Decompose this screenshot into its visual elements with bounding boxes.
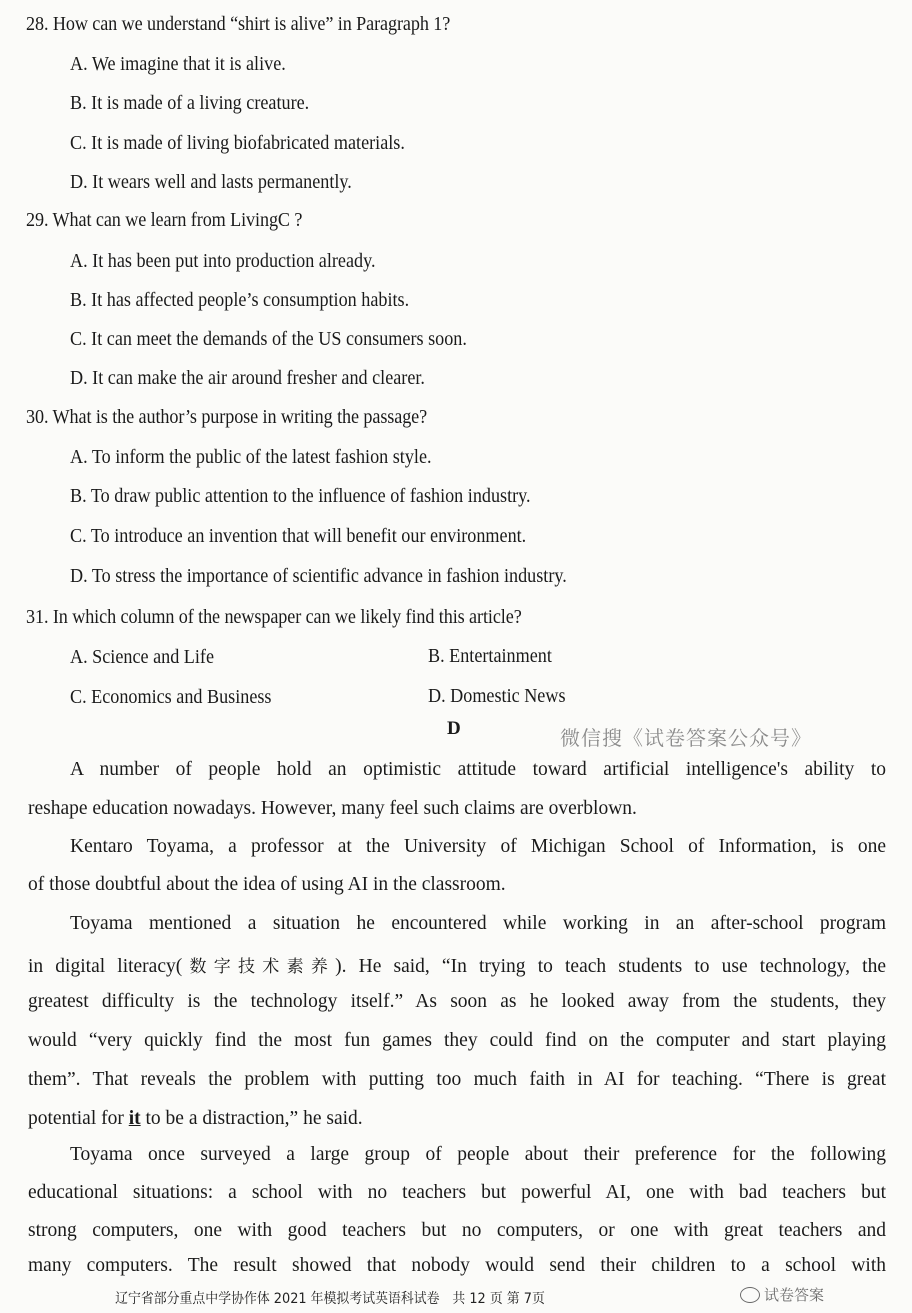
passage-line: Toyama once surveyed a large group of people about their preference for the following: [70, 1144, 886, 1165]
option-29-c: C. It can meet the demands of the US consumers soon.: [70, 329, 467, 350]
wechat-icon: [740, 1287, 760, 1303]
passage-line: Kentaro Toyama, a professor at the University of Michigan School of Information, is one: [70, 836, 886, 857]
passage-line: A number of people hold an optimistic attitude toward artificial intelligence's ability to: [70, 759, 886, 780]
passage-line: of those doubtful about the idea of using AI in the classroom.: [28, 874, 506, 895]
passage-line: them”. That reveals the problem with putting too much faith in AI for teaching. “There is great: [28, 1069, 886, 1090]
passage-line: strong computers, one with good teachers but no computers, or one with great teachers and: [28, 1220, 886, 1241]
question-31: [26, 607, 522, 629]
passage-line: many computers. The result showed that nobody would send their children to a school with: [28, 1255, 886, 1276]
section-heading: D: [447, 718, 461, 739]
question-stem: What can we learn from LivingC ?: [52, 210, 303, 231]
text-run: to be a distraction,” he said.: [140, 1108, 363, 1129]
question-stem: What is the author’s purpose in writing the passage?: [52, 407, 428, 428]
option-30-b: B. To draw public attention to the influence of fashion industry.: [70, 486, 531, 507]
logo-text: 试卷答案: [764, 1286, 825, 1304]
question-number: 29.: [26, 210, 49, 231]
option-30-d: D. To stress the importance of scientific advance in fashion industry.: [70, 566, 567, 587]
passage-line: Toyama mentioned a situation he encountered while working in an after-school program: [70, 913, 886, 934]
option-30-c: C. To introduce an invention that will benefit our environment.: [70, 526, 527, 547]
option-28-d: D. It wears well and lasts permanently.: [70, 172, 352, 193]
option-29-b: B. It has affected people’s consumption habits.: [70, 290, 410, 311]
underlined-word: it: [128, 1108, 141, 1129]
watermark: 微信搜《试卷答案公众号》: [560, 726, 812, 750]
option-29-d: D. It can make the air around fresher and clearer.: [70, 368, 425, 389]
text-run: in digital literacy(: [28, 956, 183, 977]
question-number: 28.: [26, 14, 49, 35]
option-31-d: D. Domestic News: [428, 686, 566, 707]
option-31-a: A. Science and Life: [70, 647, 215, 668]
passage-line: educational situations: a school with no teachers but powerful AI, one with bad teachers but: [28, 1182, 886, 1203]
question-28: [26, 14, 450, 36]
question-stem: How can we understand “shirt is alive” in Paragraph 1?: [52, 14, 451, 35]
chinese-gloss: 数字技术素养: [182, 957, 336, 977]
passage-line: [28, 1108, 886, 1130]
text-run: potential for: [28, 1108, 129, 1129]
passage-line: would “very quickly find the most fun games they could find on the computer and start playing: [28, 1030, 886, 1051]
wechat-logo: [740, 1284, 824, 1305]
question-29: [26, 210, 302, 232]
option-28-b: B. It is made of a living creature.: [70, 93, 310, 114]
question-stem: In which column of the newspaper can we likely find this article?: [52, 607, 522, 628]
option-28-a: A. We imagine that it is alive.: [70, 54, 286, 75]
passage-line: [28, 952, 886, 978]
option-30-a: A. To inform the public of the latest fashion style.: [70, 447, 432, 468]
option-31-c: C. Economics and Business: [70, 687, 272, 708]
option-28-c: C. It is made of living biofabricated materials.: [70, 133, 405, 154]
passage-line: greatest difficulty is the technology itself.” As soon as he looked away from the students, they: [28, 991, 886, 1012]
option-31-b: B. Entertainment: [428, 646, 552, 667]
question-number: 31.: [26, 607, 49, 628]
passage-line: reshape education nowadays. However, many feel such claims are overblown.: [28, 798, 637, 819]
question-number: 30.: [26, 407, 49, 428]
option-29-a: A. It has been put into production already.: [70, 251, 376, 272]
page-footer: 辽宁省部分重点中学协作体 2021 年模拟考试英语科试卷 共 12 页 第 7页: [115, 1291, 545, 1307]
text-run: ). He said, “In trying to teach students to use technology, the: [335, 956, 887, 977]
question-30: [26, 407, 427, 429]
